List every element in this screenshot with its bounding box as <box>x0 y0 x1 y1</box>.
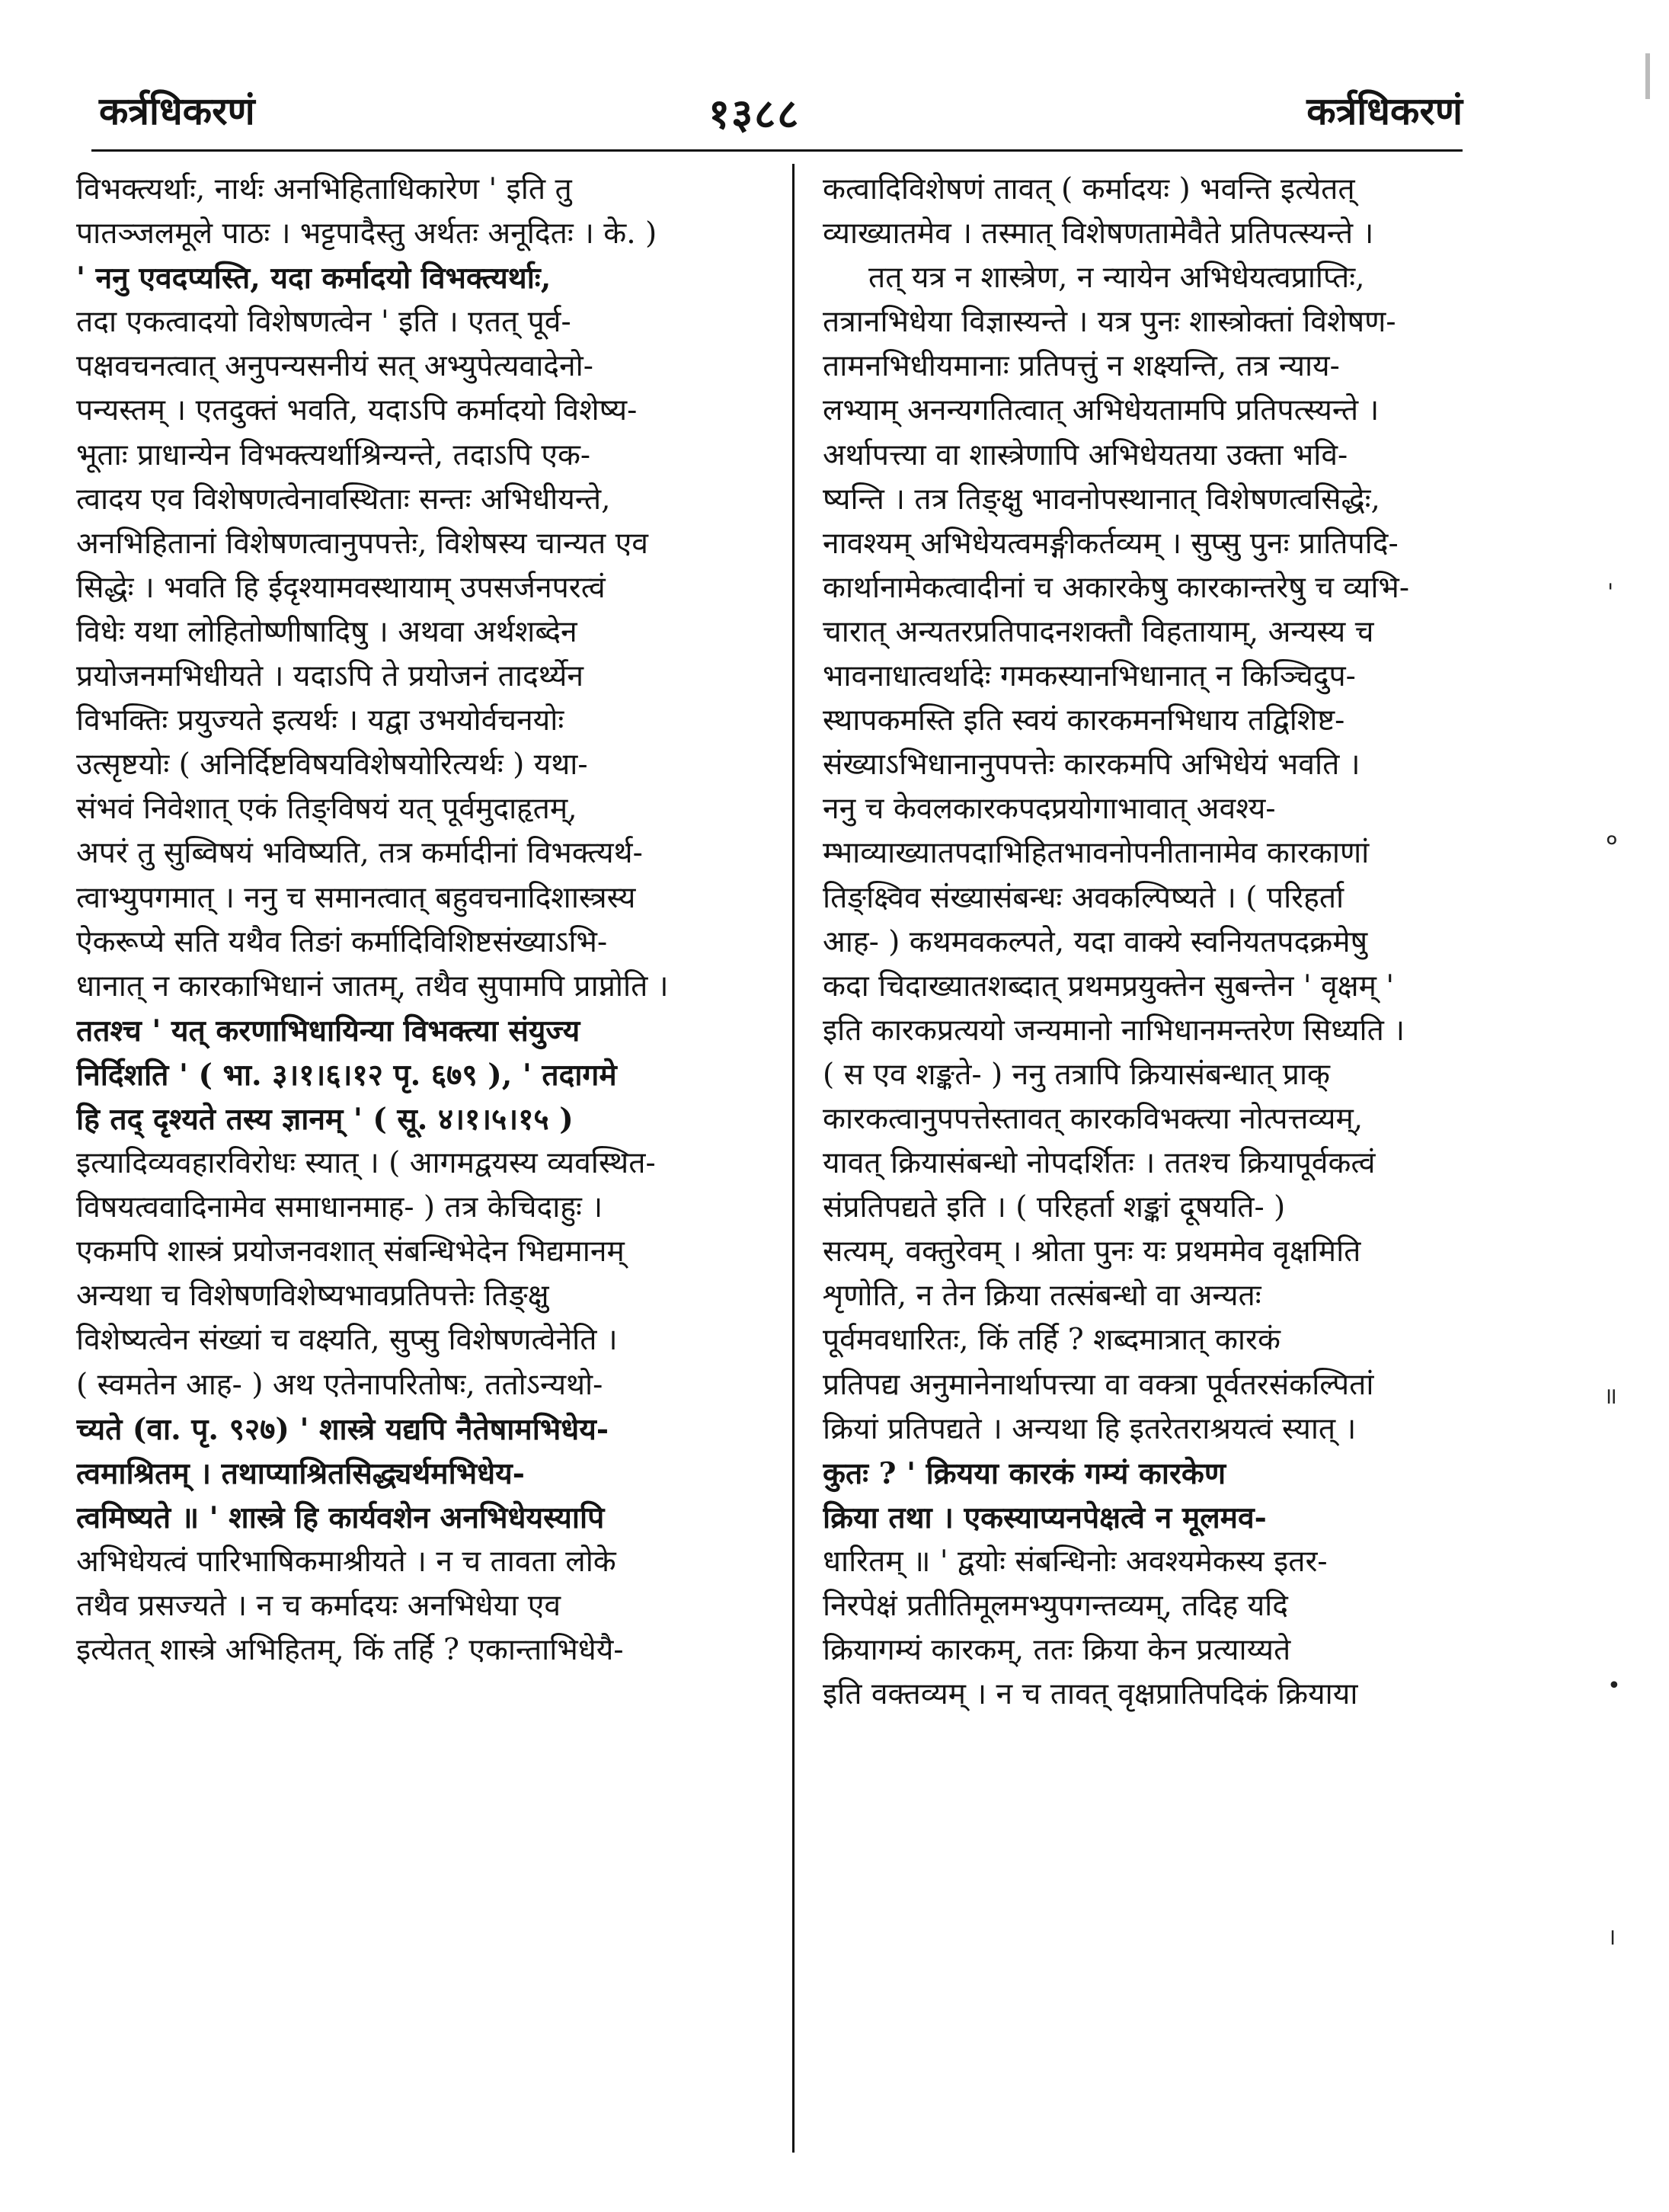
right-line-25: सत्यम्, वक्तुरेवम् । श्रोता पुनः यः प्रथममेव वृक्षमिति <box>823 1234 1361 1269</box>
left-line-22: हि तद् दृश्यते तस्य ज्ञानम् ' ( सू. ४।१।५।१५ ) <box>76 1101 574 1137</box>
left-line-24: विषयत्ववादिनामेव समाधानमाह- ) तत्र केचिदाहुः । <box>76 1190 603 1225</box>
left-line-27: विशेष्यत्वेन संख्यां च वक्ष्यति, सुप्सु विशेषणत्वेनेति । <box>76 1323 618 1358</box>
left-line-19: धानात् न कारकाभिधानं जातम्, तथैव सुपामपि प्राप्नोति । <box>76 968 669 1004</box>
right-line-23: यावत् क्रियासंबन्धो नोपदर्शितः । ततश्च क्रियापूर्वकत्वं <box>823 1146 1376 1181</box>
left-line-32: अभिधेयत्वं पारिभाषिकमाश्रीयते । न च तावता लोके <box>76 1544 616 1579</box>
right-line-17: तिङ्क्ष्विव संख्यासंबन्धः अवकल्पिष्यते । ( परिहर्ता <box>823 880 1344 915</box>
right-line-24: संप्रतिपद्यते इति । ( परिहर्ता शङ्कां दूषयति- ) <box>823 1190 1286 1225</box>
left-line-20: ततश्च ' यत् करणाभिधायिन्या विभक्त्या संयुज्य <box>76 1013 580 1048</box>
left-line-13: विभक्तिः प्रयुज्यते इत्यर्थः । यद्वा उभयोर्वचनयोः <box>76 703 564 738</box>
running-title-right: कर्त्रधिकरणं <box>1306 88 1463 133</box>
left-line-33: तथैव प्रसज्यते । न च कर्मादयः अनभिधेया एव <box>76 1589 561 1623</box>
margin-mark: ० <box>1606 827 1618 853</box>
left-line-26: अन्यथा च विशेषणविशेष्यभावप्रतिपत्तेः तिङ्क्षु <box>76 1279 549 1314</box>
right-line-7: अर्थापत्त्या वा शास्त्रेणापि अभिधेयतया उक्ता भवि- <box>823 437 1348 472</box>
left-line-28: ( स्वमतेन आह- ) अथ एतेनापरितोषः, ततोऽन्यथो- <box>76 1367 603 1402</box>
page-number: १३८८ <box>708 89 801 138</box>
right-line-11: चारात् अन्यतरप्रतिपादनशक्तौ विहतायाम्, अन्यस्य च <box>823 614 1374 649</box>
right-line-6: लभ्याम् अनन्यगतित्वात् अभिधेयतामपि प्रतिपत्स्यन्ते । <box>823 393 1380 428</box>
left-line-12: प्रयोजनमभिधीयते । यदाऽपि ते प्रयोजनं तादर्थ्येन <box>76 659 584 694</box>
left-line-29: च्यते (वा. पृ. ९२७) ' शास्त्रे यद्यपि नैतेषामभिधेय- <box>76 1411 609 1447</box>
right-line-22: कारकत्वानुपपत्तेस्तावत् कारकविभक्त्या नोत्पत्तव्यम्, <box>823 1101 1364 1136</box>
left-line-21: निर्दिशति ' ( भा. ३।१।६।१२ पृ. ६७९ ), ' तदागमे <box>76 1057 617 1093</box>
right-line-32: धारितम् ॥ ' द्वयोः संबन्धिनोः अवश्यमेकस्य इतर- <box>823 1544 1328 1579</box>
right-line-4: तत्रानभिधेया विज्ञास्यन्ते । यत्र पुनः शास्त्रोक्तां विशेषण- <box>823 305 1396 340</box>
left-line-11: विधेः यथा लोहितोष्णीषादिषु । अथवा अर्थशब्देन <box>76 614 577 649</box>
margin-mark: ' <box>1607 579 1614 606</box>
left-line-2: पातञ्जलमूले पाठः । भट्टपादैस्तु अर्थतः अनूदितः । के. ) <box>76 216 657 251</box>
right-line-35: इति वक्तव्यम् । न च तावत् वृक्षप्रातिपदिकं क्रियाया <box>823 1677 1358 1712</box>
left-line-14: उत्सृष्टयोः ( अनिर्दिष्टविषयविशेषयोरित्यर्थः ) यथा- <box>76 747 588 783</box>
right-line-9: नावश्यम् अभिधेयत्वमङ्गीकर्तव्यम् । सुप्सु पुनः प्रातिपदि- <box>823 526 1399 561</box>
left-line-7: भूताः प्राधान्येन विभक्त्यर्थाश्रिन्यन्ते, तदाऽपि एक- <box>76 437 591 472</box>
right-line-20: इति कारकप्रत्ययो जन्यमानो नाभिधानमन्तरेण सिध्यति । <box>823 1013 1405 1048</box>
page-header <box>53 76 1463 145</box>
left-line-17: त्वाभ्युपगमात् । ननु च समानत्वात् बहुवचनादिशास्त्रस्य <box>76 880 636 915</box>
right-line-16: म्भाव्याख्यातपदाभिहितभावनोपनीतानामेव कारकाणां <box>823 836 1370 871</box>
left-line-30: त्वमाश्रितम् । तथाप्याश्रितसिद्ध्यर्थमभिधेय- <box>76 1455 525 1491</box>
left-line-4: तदा एकत्वादयो विशेषणत्वेन ' इति । एतत् पूर्व- <box>76 305 571 340</box>
margin-mark: • <box>1607 1673 1621 1699</box>
scan-edge-mark <box>1645 53 1650 99</box>
left-line-31: त्वमिष्यते ॥ ' शास्त्रे हि कार्यवशेन अनभिधेयस्यापि <box>76 1500 605 1535</box>
left-column <box>76 168 762 1673</box>
header-rule <box>91 149 1463 152</box>
running-title-left: कर्त्रधिकरणं <box>99 88 255 133</box>
margin-mark: । <box>1607 1924 1616 1951</box>
left-line-1: विभक्त्यर्थाः, नार्थः अनभिहिताधिकारेण ' इति तु <box>76 172 572 206</box>
left-line-5: पक्षवचनत्वात् अनुपन्यसनीयं सत् अभ्युपेत्यवादेनो- <box>76 349 593 384</box>
right-line-1: कत्वादिविशेषणं तावत् ( कर्मादयः ) भवन्ति इत्येतत् <box>823 172 1355 206</box>
right-line-19: कदा चिदाख्यातशब्दात् प्रथमप्रयुक्तेन सुबन्तेन ' वृक्षम् ' <box>823 968 1395 1004</box>
left-line-18: ऐकरूप्ये सति यथैव तिङां कर्मादिविशिष्टसंख्याऽभि- <box>76 924 608 959</box>
left-line-16: अपरं तु सुब्विषयं भविष्यति, तत्र कर्मादीनां विभक्त्यर्थ- <box>76 836 643 871</box>
left-line-9: अनभिहितानां विशेषणत्वानुपपत्तेः, विशेषस्य चान्यत एव <box>76 526 648 561</box>
left-line-34: इत्येतत् शास्त्रे अभिहितम्, किं तर्हि ? एकान्ताभिधेयै- <box>76 1633 624 1668</box>
right-line-14: संख्याऽभिधानानुपपत्तेः कारकमपि अभिधेयं भवति । <box>823 747 1360 783</box>
right-line-18: आह- ) कथमवकल्पते, यदा वाक्ये स्वनियतपदक्रमेषु <box>823 924 1368 959</box>
margin-mark: ॥ <box>1603 1383 1617 1410</box>
right-line-13: स्थापकमस्ति इति स्वयं कारकमनभिधाय तद्विशिष्ट- <box>823 703 1345 738</box>
right-line-33: निरपेक्षं प्रतीतिमूलमभ्युपगन्तव्यम्, तदिह यदि <box>823 1589 1288 1623</box>
right-line-30: कुतः ? ' क्रियया कारकं गम्यं कारकेण <box>823 1455 1226 1491</box>
right-line-29: क्रियां प्रतिपद्यते । अन्यथा हि इतरेतराश्रयत्वं स्यात् । <box>823 1411 1357 1446</box>
left-line-15: संभवं निवेशात् एकं तिङ्विषयं यत् पूर्वमुदाहृतम्, <box>76 792 577 827</box>
left-line-3: ' ननु एवदप्यस्ति, यदा कर्मादयो विभक्त्यर्थाः, <box>76 261 552 296</box>
right-line-10: कार्थानामेकत्वादीनां च अकारकेषु कारकान्तरेषु च व्यभि- <box>823 570 1410 605</box>
left-line-8: त्वादय एव विशेषणत्वेनावस्थिताः सन्तः अभिधीयन्ते, <box>76 482 611 517</box>
right-line-8: ष्यन्ति । तत्र तिङ्क्षु भावनोपस्थानात् विशेषणत्वसिद्धेः, <box>823 482 1380 517</box>
right-line-5: तामनभिधीयमानाः प्रतिपत्तुं न शक्ष्यन्ति, तत्र न्याय- <box>823 349 1340 384</box>
right-line-3: तत् यत्र न शास्त्रेण, न न्यायेन अभिधेयत्वप्राप्तिः, <box>868 261 1365 296</box>
right-line-27: पूर्वमवधारितः, किं तर्हि ? शब्दमात्रात् कारकं <box>823 1323 1281 1358</box>
right-line-26: शृणोति, न तेन क्रिया तत्संबन्धो वा अन्यतः <box>823 1279 1261 1314</box>
right-line-34: क्रियागम्यं कारकम्, ततः क्रिया केन प्रत्याय्यते <box>823 1633 1291 1668</box>
right-line-28: प्रतिपद्य अनुमानेनार्थापत्त्या वा वक्त्रा पूर्वतरसंकल्पितां <box>823 1367 1374 1402</box>
right-line-2: व्याख्यातमेव । तस्मात् विशेषणतामेवैते प्रतिपत्स्यन्ते । <box>823 216 1374 251</box>
right-column <box>823 168 1508 1717</box>
left-line-25: एकमपि शास्त्रं प्रयोजनवशात् संबन्धिभेदेन भिद्यमानम् <box>76 1234 625 1269</box>
right-line-15: ननु च केवलकारकपदप्रयोगाभावात् अवश्य- <box>823 792 1276 827</box>
left-line-6: पन्यस्तम् । एतदुक्तं भवति, यदाऽपि कर्मादयो विशेष्य- <box>76 393 638 428</box>
column-divider <box>792 164 795 2153</box>
left-line-23: इत्यादिव्यवहारविरोधः स्यात् । ( आगमद्वयस्य व्यवस्थित- <box>76 1146 656 1181</box>
right-line-12: भावनाधात्वर्थादेः गमकस्यानभिधानात् न किञ्चिदुप- <box>823 659 1356 694</box>
right-line-21: ( स एव शङ्कते- ) ननु तत्रापि क्रियासंबन्धात् प्राक् <box>823 1057 1331 1092</box>
right-line-31: क्रिया तथा । एकस्याप्यनपेक्षत्वे न मूलमव- <box>823 1500 1267 1535</box>
left-line-10: सिद्धेः । भवति हि ईदृश्यामवस्थायाम् उपसर्जनपरत्वं <box>76 570 606 605</box>
